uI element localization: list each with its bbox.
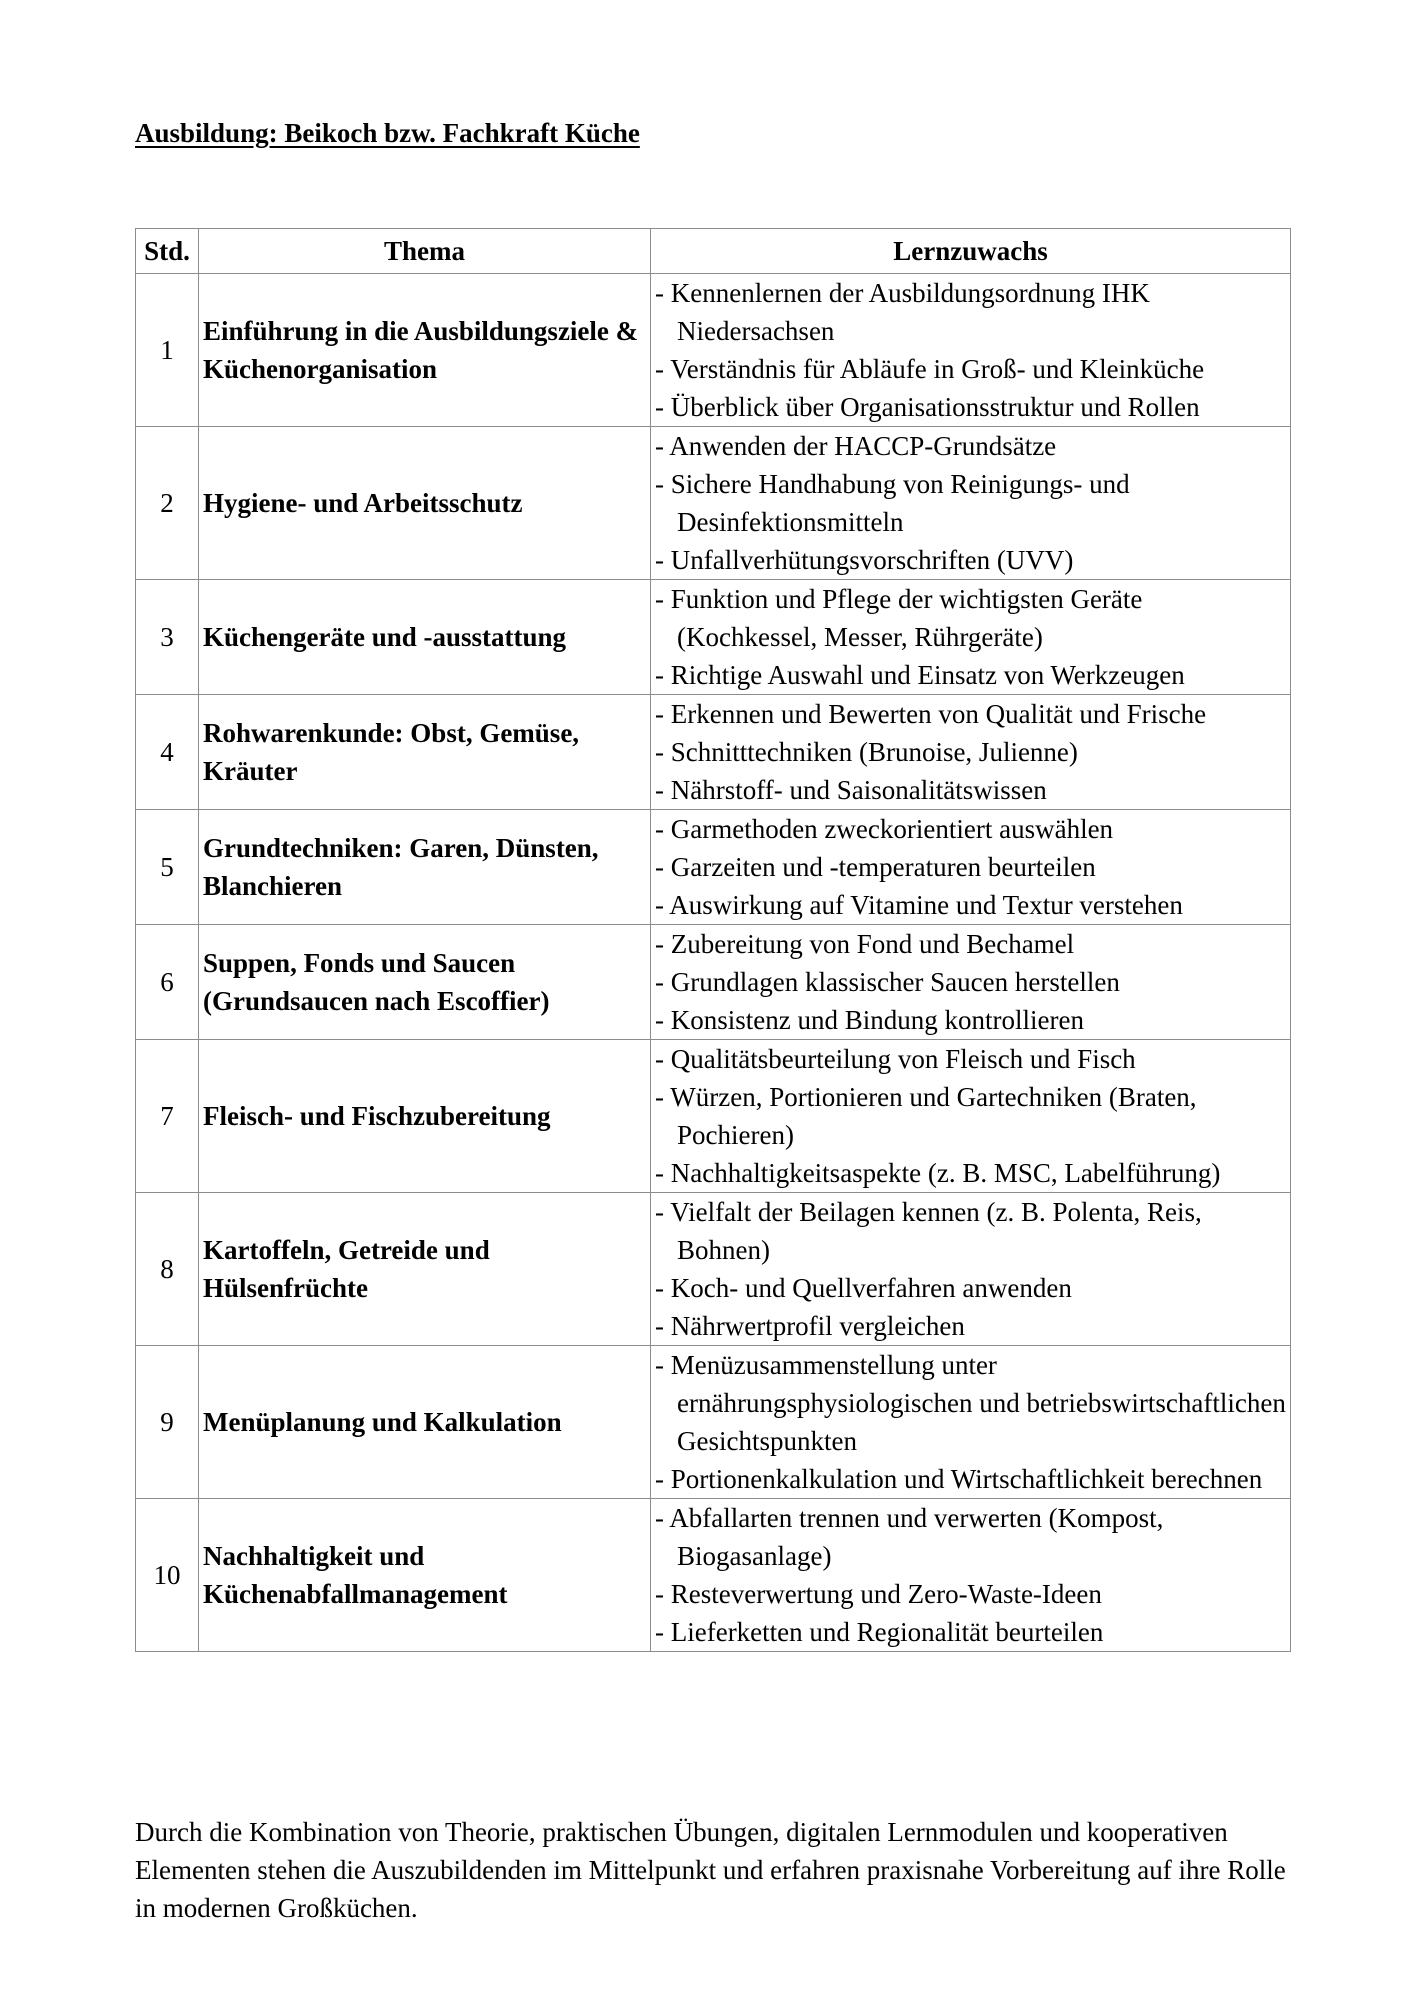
row-std-number: 4: [136, 695, 199, 810]
row-std-number: 2: [136, 427, 199, 580]
table-row: [136, 1499, 1291, 1652]
row-thema: Nachhaltigkeit und Küchenabfallmanagement: [199, 1499, 651, 1652]
row-std-number: 8: [136, 1193, 199, 1346]
row-thema: Grundtechniken: Garen, Dünsten, Blanchieren: [199, 810, 651, 925]
lernzuwachs-item: - Koch- und Quellverfahren anwenden: [655, 1273, 1072, 1303]
lernzuwachs-item: - Schnitttechniken (Brunoise, Julienne): [655, 737, 1078, 767]
row-thema: Kartoffeln, Getreide und Hülsenfrüchte: [199, 1193, 651, 1346]
header-lernzuwachs: Lernzuwachs: [651, 229, 1291, 274]
table-row: [136, 1040, 1291, 1193]
lernzuwachs-item: - Nachhaltigkeitsaspekte (z. B. MSC, Labelführung): [655, 1158, 1221, 1188]
table-row: [136, 925, 1291, 1040]
lernzuwachs-item: - Abfallarten trennen und verwerten (Kompost, Biogasanlage): [655, 1503, 1164, 1571]
table-row: [136, 1193, 1291, 1346]
row-std-number: 3: [136, 580, 199, 695]
lernzuwachs-item: - Konsistenz und Bindung kontrollieren: [655, 1005, 1084, 1035]
lernzuwachs-item: - Menüzusammenstellung unter ernährungsphysiologischen und betriebswirtschaftlichen Gesichtspunkten: [655, 1350, 1286, 1456]
row-thema: Menüplanung und Kalkulation: [199, 1346, 651, 1499]
row-std-number: 10: [136, 1499, 199, 1652]
lesson-plan-table: [135, 228, 1291, 1652]
lernzuwachs-item: - Anwenden der HACCP-Grundsätze: [655, 431, 1057, 461]
lernzuwachs-item: - Garzeiten und -temperaturen beurteilen: [655, 852, 1096, 882]
table-row: [136, 695, 1291, 810]
row-std-number: 5: [136, 810, 199, 925]
row-std-number: 7: [136, 1040, 199, 1193]
row-thema: Suppen, Fonds und Saucen (Grundsaucen nach Escoffier): [199, 925, 651, 1040]
table-row: [136, 580, 1291, 695]
lernzuwachs-item: - Kennenlernen der Ausbildungsordnung IHK Niedersachsen: [655, 278, 1150, 346]
table-row: [136, 810, 1291, 925]
row-lernzuwachs: [651, 925, 1291, 1040]
lernzuwachs-item: - Vielfalt der Beilagen kennen (z. B. Polenta, Reis, Bohnen): [655, 1197, 1202, 1265]
lernzuwachs-item: - Unfallverhütungsvorschriften (UVV): [655, 545, 1074, 575]
row-lernzuwachs: [651, 1499, 1291, 1652]
lernzuwachs-item: - Verständnis für Abläufe in Groß- und Kleinküche: [655, 354, 1205, 384]
lernzuwachs-item: - Resteverwertung und Zero-Waste-Ideen: [655, 1579, 1102, 1609]
lernzuwachs-item: - Funktion und Pflege der wichtigsten Geräte (Kochkessel, Messer, Rührgeräte): [655, 584, 1143, 652]
lernzuwachs-item: - Sichere Handhabung von Reinigungs- und Desinfektionsmitteln: [655, 469, 1130, 537]
table-row: [136, 274, 1291, 427]
table-header-row: [136, 229, 1291, 274]
lernzuwachs-item: - Nährstoff- und Saisonalitätswissen: [655, 775, 1047, 805]
lernzuwachs-item: - Würzen, Portionieren und Gartechniken (Braten, Pochieren): [655, 1082, 1197, 1150]
row-lernzuwachs: [651, 1040, 1291, 1193]
lernzuwachs-item: - Richtige Auswahl und Einsatz von Werkzeugen: [655, 660, 1185, 690]
header-std: Std.: [136, 229, 199, 274]
lernzuwachs-item: - Portionenkalkulation und Wirtschaftlichkeit berechnen: [655, 1464, 1263, 1494]
table-row: [136, 1346, 1291, 1499]
row-lernzuwachs: [651, 1193, 1291, 1346]
row-thema: Hygiene- und Arbeitsschutz: [199, 427, 651, 580]
row-std-number: 1: [136, 274, 199, 427]
lernzuwachs-item: - Überblick über Organisationsstruktur und Rollen: [655, 392, 1200, 422]
row-thema: Fleisch- und Fischzubereitung: [199, 1040, 651, 1193]
row-thema: Küchengeräte und -ausstattung: [199, 580, 651, 695]
row-lernzuwachs: [651, 580, 1291, 695]
row-thema: Rohwarenkunde: Obst, Gemüse, Kräuter: [199, 695, 651, 810]
closing-paragraph: Durch die Kombination von Theorie, praktischen Übungen, digitalen Lernmodulen und kooperativen Elementen stehen die Auszubildenden im Mittelpunkt und erfahren praxisnahe Vorbereitung auf ihre Rolle in modernen Großküchen.: [135, 1817, 1286, 1923]
lernzuwachs-item: - Lieferketten und Regionalität beurteilen: [655, 1617, 1104, 1647]
row-lernzuwachs: [651, 274, 1291, 427]
lernzuwachs-item: - Zubereitung von Fond und Bechamel: [655, 929, 1075, 959]
lernzuwachs-item: - Erkennen und Bewerten von Qualität und Frische: [655, 699, 1207, 729]
table-body: [136, 274, 1291, 1652]
header-thema: Thema: [199, 229, 651, 274]
lernzuwachs-item: - Grundlagen klassischer Saucen herstellen: [655, 967, 1120, 997]
table-row: [136, 427, 1291, 580]
lernzuwachs-item: - Garmethoden zweckorientiert auswählen: [655, 814, 1114, 844]
lernzuwachs-item: - Auswirkung auf Vitamine und Textur verstehen: [655, 890, 1183, 920]
row-lernzuwachs: [651, 427, 1291, 580]
row-lernzuwachs: [651, 1346, 1291, 1499]
lernzuwachs-item: - Qualitätsbeurteilung von Fleisch und Fisch: [655, 1044, 1136, 1074]
row-std-number: 6: [136, 925, 199, 1040]
row-std-number: 9: [136, 1346, 199, 1499]
row-thema: Einführung in die Ausbildungsziele & Küchenorganisation: [199, 274, 651, 427]
document-title: Ausbildung: Beikoch bzw. Fachkraft Küche: [135, 118, 640, 148]
lernzuwachs-item: - Nährwertprofil vergleichen: [655, 1311, 965, 1341]
row-lernzuwachs: [651, 810, 1291, 925]
row-lernzuwachs: [651, 695, 1291, 810]
